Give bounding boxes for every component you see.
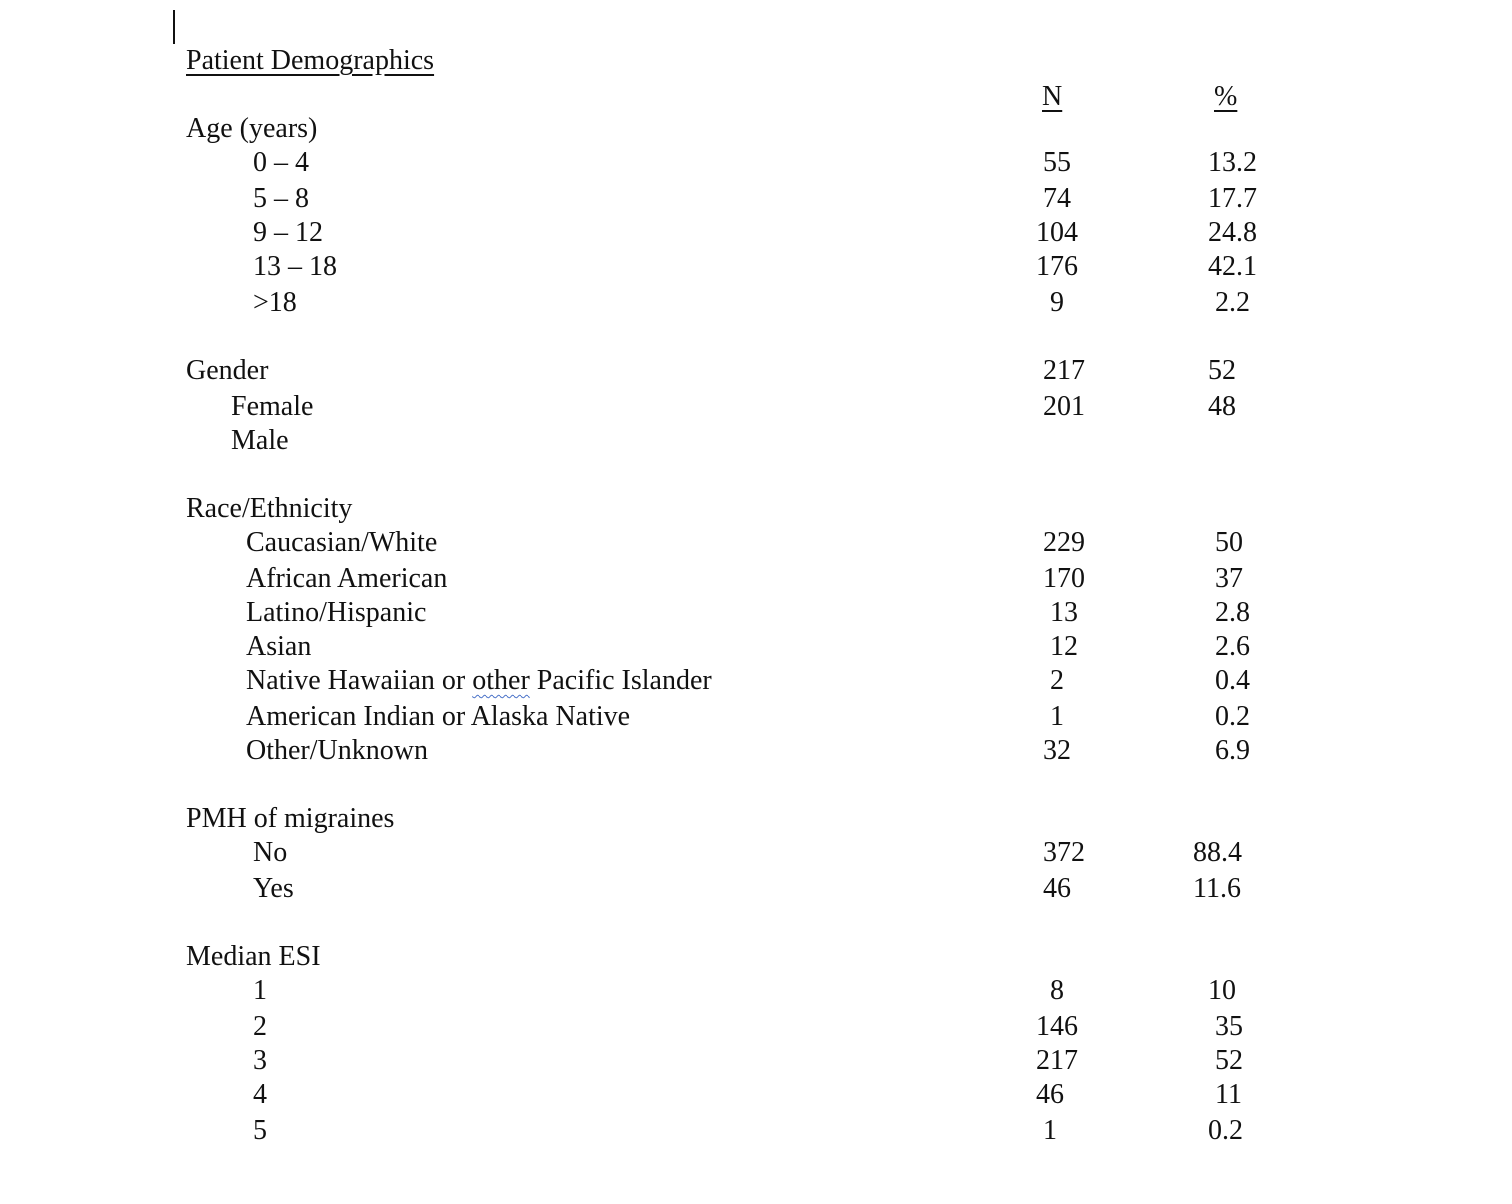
row-label: American Indian or Alaska Native xyxy=(246,701,631,732)
row-n: 8 xyxy=(1050,975,1064,1006)
document-title: Patient Demographics xyxy=(186,45,435,76)
row-pct: 2.6 xyxy=(1215,631,1250,662)
row-pct: 37 xyxy=(1215,563,1243,594)
row-label: Asian xyxy=(246,631,312,662)
row-label: Other/Unknown xyxy=(246,735,428,766)
row-n: 104 xyxy=(1036,217,1078,248)
section-pmh-migraines: PMH of migraines xyxy=(186,803,395,834)
row-n: 46 xyxy=(1036,1079,1064,1110)
row-n: 201 xyxy=(1043,391,1085,422)
section-race-ethnicity: Race/Ethnicity xyxy=(186,493,353,524)
row-label: 3 xyxy=(253,1045,267,1076)
row-pct: 2.2 xyxy=(1215,287,1250,318)
row-label: 1 xyxy=(253,975,267,1006)
row-n: 12 xyxy=(1050,631,1078,662)
row-n: 55 xyxy=(1043,147,1071,178)
row-label-part: Pacific Islander xyxy=(529,665,712,696)
row-pct: 11 xyxy=(1215,1079,1242,1110)
row-label: No xyxy=(253,837,288,868)
row-pct: 52 xyxy=(1208,355,1236,386)
row-n: 46 xyxy=(1043,873,1071,904)
section-age: Age (years) xyxy=(186,113,318,144)
row-label: >18 xyxy=(253,287,297,318)
row-n: 217 xyxy=(1043,355,1085,386)
row-pct: 0.4 xyxy=(1215,665,1250,696)
row-pct: 2.8 xyxy=(1215,597,1250,628)
row-pct: 13.2 xyxy=(1208,147,1257,178)
row-n: 32 xyxy=(1043,735,1071,766)
row-pct: 48 xyxy=(1208,391,1236,422)
row-n: 13 xyxy=(1050,597,1078,628)
row-n: 1 xyxy=(1050,701,1064,732)
row-n: 372 xyxy=(1043,837,1085,868)
text-cursor xyxy=(173,10,175,44)
row-n: 74 xyxy=(1043,183,1071,214)
row-pct: 6.9 xyxy=(1215,735,1250,766)
row-pct: 0.2 xyxy=(1215,701,1250,732)
row-label: 9 – 12 xyxy=(253,217,323,248)
column-header-percent: % xyxy=(1214,81,1238,112)
row-label: 5 – 8 xyxy=(253,183,309,214)
row-label: 13 – 18 xyxy=(253,251,337,282)
row-pct: 17.7 xyxy=(1208,183,1257,214)
row-label: 4 xyxy=(253,1079,267,1110)
row-n: 229 xyxy=(1043,527,1085,558)
row-pct: 11.6 xyxy=(1193,873,1241,904)
row-label: 0 – 4 xyxy=(253,147,309,178)
row-n: 217 xyxy=(1036,1045,1078,1076)
row-pct: 88.4 xyxy=(1193,837,1242,868)
row-label: Male xyxy=(231,425,289,456)
row-label xyxy=(246,664,712,698)
row-label: 5 xyxy=(253,1115,267,1146)
spellcheck-flagged-word[interactable]: other xyxy=(472,665,530,696)
row-label: Caucasian/White xyxy=(246,527,438,558)
row-label: Latino/Hispanic xyxy=(246,597,427,628)
row-pct: 50 xyxy=(1215,527,1243,558)
row-n: 2 xyxy=(1050,665,1064,696)
row-pct: 52 xyxy=(1215,1045,1243,1076)
row-pct: 0.2 xyxy=(1208,1115,1243,1146)
row-pct: 35 xyxy=(1215,1011,1243,1042)
row-label-part: Native Hawaiian or xyxy=(246,665,473,696)
row-label: Female xyxy=(231,391,314,422)
row-label: African American xyxy=(246,563,448,594)
row-pct: 24.8 xyxy=(1208,217,1257,248)
row-pct: 10 xyxy=(1208,975,1236,1006)
row-n: 176 xyxy=(1036,251,1078,282)
column-header-n: N xyxy=(1042,81,1063,112)
row-label: Yes xyxy=(253,873,294,904)
row-n: 9 xyxy=(1050,287,1064,318)
row-n: 146 xyxy=(1036,1011,1078,1042)
row-pct: 42.1 xyxy=(1208,251,1257,282)
section-median-esi: Median ESI xyxy=(186,941,321,972)
row-n: 1 xyxy=(1043,1115,1057,1146)
section-gender: Gender xyxy=(186,355,269,386)
row-label: 2 xyxy=(253,1011,267,1042)
row-n: 170 xyxy=(1043,563,1085,594)
